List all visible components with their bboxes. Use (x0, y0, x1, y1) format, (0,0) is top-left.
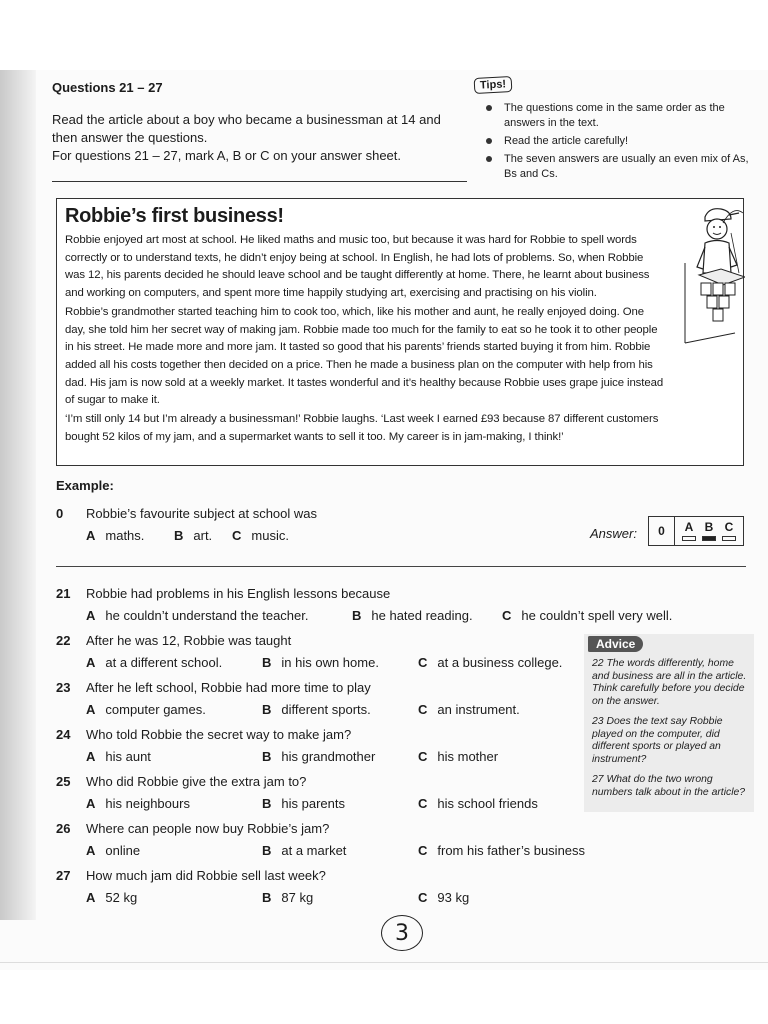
answer-box (648, 516, 744, 546)
question-number: 0 (56, 506, 64, 521)
question-stem: After he was 12, Robbie was taught (86, 633, 292, 648)
option-b: B his grandmother (262, 749, 376, 764)
question-number: 23 (56, 680, 71, 695)
option-a: A maths. (86, 528, 145, 543)
boy-with-jam-jars-illustration (675, 203, 745, 353)
section-title: Questions 21 – 27 (52, 80, 163, 95)
article-body (65, 232, 665, 447)
option-b: B his parents (262, 796, 345, 811)
instructions (52, 111, 462, 165)
article-paragraph: ‘I’m still only 14 but I’m already a businessman!’ Robbie laughs. ‘Last week I earned £93 because 87 different customers bought 52 kilos of my jam, and a supermarket wants to sell it too. My career is in jam-making, I think!’ (65, 413, 659, 443)
answer-choice-a[interactable]: A (682, 521, 696, 541)
option-c: C 93 kg (418, 890, 470, 905)
option-a: A online (86, 843, 141, 858)
advice-badge: Advice (588, 636, 643, 652)
binding-shadow (0, 70, 36, 920)
advice-note: 23 Does the text say Robbie played on the computer, did different sports or played an instrument? (592, 716, 723, 765)
divider (52, 181, 467, 182)
question-stem: After he left school, Robbie had more time to play (86, 680, 371, 695)
advice-panel (584, 634, 754, 812)
question-stem: Robbie’s favourite subject at school was (86, 506, 317, 521)
advice-note: 27 What do the two wrong numbers talk about in the article? (592, 774, 746, 798)
question-number: 26 (56, 821, 71, 836)
question-number: 25 (56, 774, 71, 789)
divider (56, 566, 746, 567)
advice-notes (592, 658, 752, 807)
tip-item: The seven answers are usually an even mix of As, Bs and Cs. (484, 152, 754, 182)
option-c: C his school friends (418, 796, 538, 811)
question-stem: How much jam did Robbie sell last week? (86, 868, 326, 883)
instructions-line-1: Read the article about a boy who became a businessman at 14 and then answer the questions. (52, 112, 441, 145)
question-stem: Who told Robbie the secret way to make jam? (86, 727, 352, 742)
option-a: A at a different school. (86, 655, 223, 670)
question-number: 21 (56, 586, 71, 601)
option-a: A computer games. (86, 702, 206, 717)
option-c: C from his father’s business (418, 843, 586, 858)
article-paragraph: Robbie’s grandmother started teaching him to cook too, which, like his mother and aunt, he really enjoyed doing. One day, she told him her secret way of making jam. Robbie made too much for the family to eat so he took it to other people in his street. He made more and more jam. It tasted so good that his parents’ friends started buying it from him. Robbie added all his costs together then decided on a price. Then he made a business plan on the computer with help from his dad. His jam is now sold at a weekly market. It tastes wonderful and it’s healthy because Robbie uses grape juice instead of sugar to make it. (65, 305, 664, 407)
option-b: B in his own home. (262, 655, 379, 670)
tip-item: Read the article carefully! (484, 134, 754, 149)
question-number: 27 (56, 868, 71, 883)
tips-list (484, 101, 754, 185)
option-a: A his aunt (86, 749, 151, 764)
answer-label: Answer: (590, 526, 637, 541)
tip-item: The questions come in the same order as the answers in the text. (484, 101, 754, 131)
option-c: C an instrument. (418, 702, 520, 717)
question-stem: Robbie had problems in his English lessons because (86, 586, 391, 601)
article-title: Robbie’s first business! (65, 205, 284, 227)
tips-badge: Tips! (474, 76, 513, 94)
answer-choice-b[interactable]: B (702, 521, 716, 541)
option-a: A he couldn’t understand the teacher. (86, 608, 309, 623)
answer-number: 0 (649, 517, 675, 545)
advice-note: 22 The words differently, home and business are all in the article. Think carefully before you decide on the answer. (592, 658, 747, 707)
option-b: B art. (174, 528, 213, 543)
option-c: C his mother (418, 749, 499, 764)
instructions-line-2: For questions 21 – 27, mark A, B or C on your answer sheet. (52, 148, 402, 163)
article-paragraph: Robbie enjoyed art most at school. He liked maths and music too, but because it was hard for Robbie to spell words correctly or to understand texts, he didn’t enjoy being at school. In English, he had lots of problems. So, when Robbie was 12, his parents decided he should leave school and be taught differently at home. There, he learnt about business and working on computers, and spent more time happily studying art, exercising and practising on his violin. (65, 234, 650, 300)
question-number: 22 (56, 633, 71, 648)
page-edge (0, 962, 768, 963)
option-b: B at a market (262, 843, 347, 858)
question-stem: Where can people now buy Robbie’s jam? (86, 821, 330, 836)
article-box (56, 198, 744, 466)
option-a: A 52 kg (86, 890, 138, 905)
example-label: Example: (56, 478, 114, 493)
option-b: B 87 kg (262, 890, 314, 905)
option-c: C at a business college. (418, 655, 563, 670)
question-stem: Who did Robbie give the extra jam to? (86, 774, 307, 789)
page-number: 3 (381, 915, 423, 951)
option-a: A his neighbours (86, 796, 190, 811)
answer-choice-c[interactable]: C (722, 521, 736, 541)
option-c: C he couldn’t spell very well. (502, 608, 673, 623)
question-number: 24 (56, 727, 71, 742)
option-c: C music. (232, 528, 289, 543)
option-b: B different sports. (262, 702, 371, 717)
option-b: B he hated reading. (352, 608, 473, 623)
